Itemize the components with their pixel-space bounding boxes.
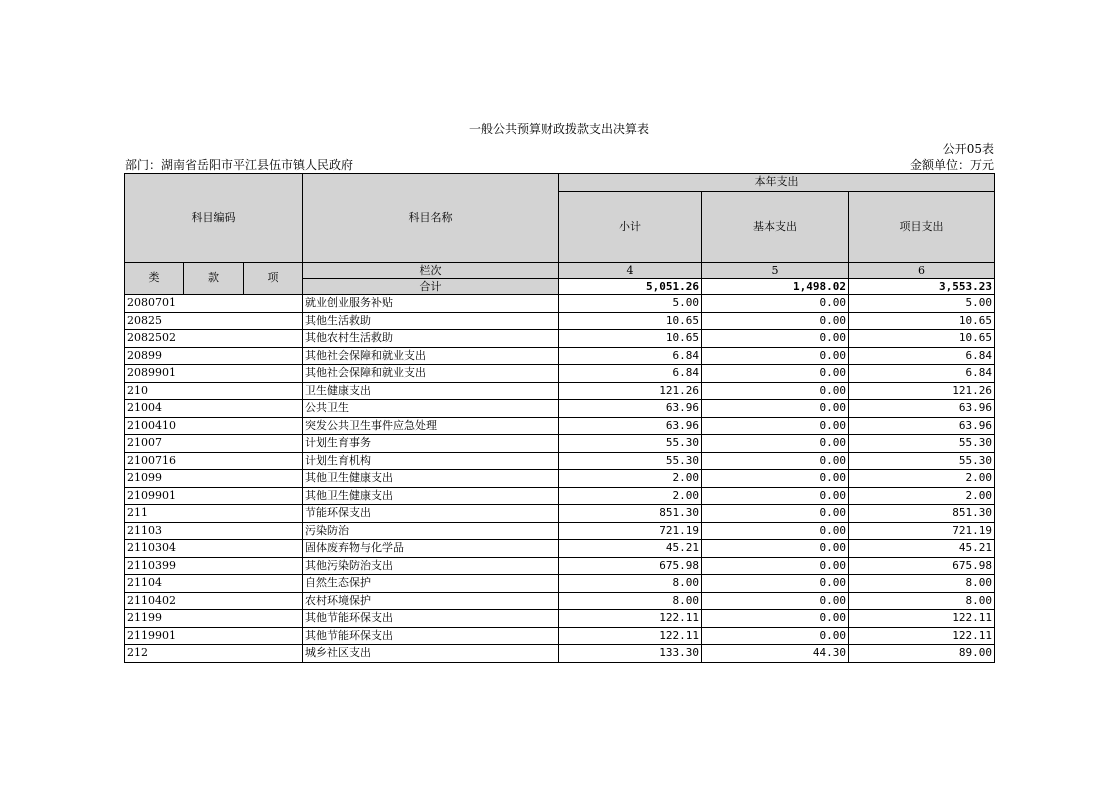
row-name: 其他社会保障和就业支出 [303,365,559,383]
row-project: 8.00 [849,575,995,593]
header-subtotal: 小计 [559,192,702,263]
header-subject-code: 科目编码 [125,174,303,263]
row-subtotal: 6.84 [559,365,702,383]
table-row [125,627,995,645]
row-basic: 0.00 [702,592,849,610]
table-row [125,592,995,610]
row-basic: 0.00 [702,452,849,470]
row-name: 污染防治 [303,522,559,540]
row-basic: 0.00 [702,575,849,593]
header-section: 款 [184,263,244,295]
report-title: 一般公共预算财政拨款支出决算表 [468,122,649,136]
row-name: 公共卫生 [303,400,559,418]
header-project: 项目支出 [849,192,995,263]
row-name: 农村环境保护 [303,592,559,610]
row-name: 节能环保支出 [303,505,559,523]
row-basic: 0.00 [702,470,849,488]
row-subtotal: 55.30 [559,435,702,453]
row-basic: 0.00 [702,365,849,383]
table-row [125,365,995,383]
total-project: 3,553.23 [849,279,995,295]
row-subtotal: 122.11 [559,610,702,628]
row-name: 其他节能环保支出 [303,627,559,645]
total-label: 合计 [303,279,559,295]
row-code: 21099 [125,470,303,488]
row-subtotal: 10.65 [559,330,702,348]
table-row [125,540,995,558]
row-code: 21199 [125,610,303,628]
table-row [125,295,995,313]
row-basic: 0.00 [702,435,849,453]
table-row [125,382,995,400]
row-project: 721.19 [849,522,995,540]
row-basic: 0.00 [702,295,849,313]
row-project: 89.00 [849,645,995,663]
row-name: 计划生育机构 [303,452,559,470]
row-code: 2100410 [125,417,303,435]
header-col6: 6 [849,263,995,279]
row-project: 2.00 [849,470,995,488]
row-project: 55.30 [849,435,995,453]
row-project: 2.00 [849,487,995,505]
row-subtotal: 2.00 [559,487,702,505]
row-name: 其他节能环保支出 [303,610,559,628]
row-name: 其他生活救助 [303,312,559,330]
row-name: 其他卫生健康支出 [303,470,559,488]
table-row [125,400,995,418]
row-basic: 0.00 [702,540,849,558]
header-col5: 5 [702,263,849,279]
table-row [125,435,995,453]
row-basic: 0.00 [702,347,849,365]
row-project: 63.96 [849,417,995,435]
row-code: 2100716 [125,452,303,470]
row-project: 5.00 [849,295,995,313]
table-row [125,505,995,523]
row-name: 突发公共卫生事件应急处理 [303,417,559,435]
table-row [125,610,995,628]
row-code: 2089901 [125,365,303,383]
unit-label: 金额单位：万元 [909,158,994,172]
total-subtotal: 5,051.26 [559,279,702,295]
row-name: 其他农村生活救助 [303,330,559,348]
expenditure-table [124,173,995,663]
row-code: 210 [125,382,303,400]
row-project: 8.00 [849,592,995,610]
header-class: 类 [125,263,184,295]
row-subtotal: 133.30 [559,645,702,663]
table-row [125,575,995,593]
row-basic: 44.30 [702,645,849,663]
table-row [125,417,995,435]
row-basic: 0.00 [702,400,849,418]
row-project: 6.84 [849,365,995,383]
row-subtotal: 122.11 [559,627,702,645]
row-subtotal: 6.84 [559,347,702,365]
row-basic: 0.00 [702,330,849,348]
row-name: 计划生育事务 [303,435,559,453]
row-basic: 0.00 [702,417,849,435]
row-project: 122.11 [849,627,995,645]
row-name: 固体废弃物与化学品 [303,540,559,558]
row-project: 675.98 [849,557,995,575]
table-row [125,522,995,540]
table-row [125,557,995,575]
row-basic: 0.00 [702,487,849,505]
row-name: 城乡社区支出 [303,645,559,663]
row-subtotal: 2.00 [559,470,702,488]
table-row [125,487,995,505]
row-subtotal: 8.00 [559,592,702,610]
total-basic: 1,498.02 [702,279,849,295]
table-row [125,312,995,330]
row-basic: 0.00 [702,627,849,645]
row-name: 其他卫生健康支出 [303,487,559,505]
row-code: 21104 [125,575,303,593]
row-basic: 0.00 [702,610,849,628]
header-item: 项 [244,263,303,295]
department-label: 部门：湖南省岳阳市平江县伍市镇人民政府 [125,158,354,172]
row-code: 20825 [125,312,303,330]
row-code: 2110402 [125,592,303,610]
table-row [125,470,995,488]
row-name: 自然生态保护 [303,575,559,593]
row-subtotal: 45.21 [559,540,702,558]
header-column-no: 栏次 [303,263,559,279]
row-subtotal: 675.98 [559,557,702,575]
table-row [125,330,995,348]
table-row [125,645,995,663]
row-basic: 0.00 [702,382,849,400]
row-project: 122.11 [849,610,995,628]
row-project: 6.84 [849,347,995,365]
row-subtotal: 851.30 [559,505,702,523]
row-basic: 0.00 [702,557,849,575]
row-code: 2109901 [125,487,303,505]
row-subtotal: 55.30 [559,452,702,470]
row-code: 21103 [125,522,303,540]
row-code: 21007 [125,435,303,453]
header-basic: 基本支出 [702,192,849,263]
row-code: 212 [125,645,303,663]
row-basic: 0.00 [702,505,849,523]
row-code: 2082502 [125,330,303,348]
row-project: 55.30 [849,452,995,470]
row-project: 10.65 [849,330,995,348]
row-code: 2110304 [125,540,303,558]
row-subtotal: 10.65 [559,312,702,330]
row-name: 就业创业服务补贴 [303,295,559,313]
row-code: 2110399 [125,557,303,575]
row-subtotal: 121.26 [559,382,702,400]
row-code: 21004 [125,400,303,418]
table-row [125,452,995,470]
row-code: 211 [125,505,303,523]
row-code: 2080701 [125,295,303,313]
row-subtotal: 63.96 [559,417,702,435]
row-project: 121.26 [849,382,995,400]
table-row [125,347,995,365]
header-col4: 4 [559,263,702,279]
row-project: 10.65 [849,312,995,330]
row-project: 63.96 [849,400,995,418]
row-subtotal: 5.00 [559,295,702,313]
row-code: 20899 [125,347,303,365]
row-name: 卫生健康支出 [303,382,559,400]
row-subtotal: 8.00 [559,575,702,593]
row-basic: 0.00 [702,312,849,330]
header-current-year: 本年支出 [559,174,995,192]
row-project: 45.21 [849,540,995,558]
row-code: 2119901 [125,627,303,645]
row-name: 其他社会保障和就业支出 [303,347,559,365]
row-subtotal: 721.19 [559,522,702,540]
row-subtotal: 63.96 [559,400,702,418]
report-code: 公开05表 [942,142,994,156]
header-subject-name: 科目名称 [303,174,559,263]
row-basic: 0.00 [702,522,849,540]
row-name: 其他污染防治支出 [303,557,559,575]
row-project: 851.30 [849,505,995,523]
